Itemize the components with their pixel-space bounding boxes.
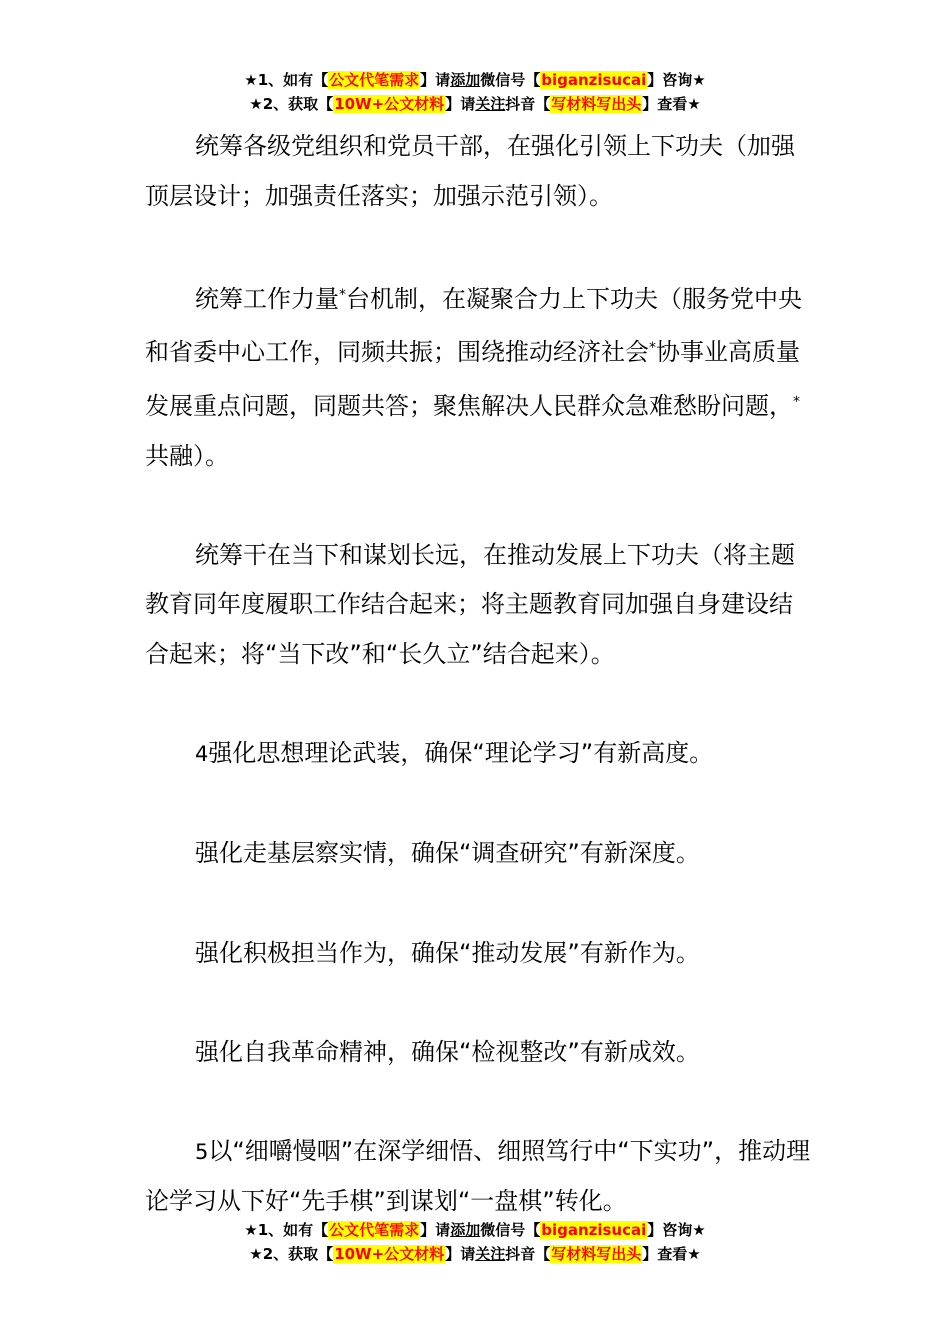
promo-line-1 <box>0 1218 950 1242</box>
promo-text: ★2、获取【 <box>249 1245 334 1263</box>
paragraph-1: 统筹各级党组织和党员干部，在强化引领上下功夫（加强顶层设计；加强责任落实；加强示范引领）。 <box>145 132 795 210</box>
paragraph-spacer <box>145 221 815 271</box>
promo-underline: 添加 <box>450 1221 481 1239</box>
promo-highlight: biganzisucai <box>541 1221 647 1239</box>
header-promo-banner <box>0 68 950 116</box>
promo-highlight: 写材料写出头 <box>551 95 642 113</box>
promo-text: 】请 <box>420 71 451 89</box>
promo-text: 微信号【 <box>480 1221 541 1239</box>
paragraph-spacer <box>145 481 815 531</box>
paragraph-text: 统筹工作力量 <box>195 284 339 313</box>
star-mark: * <box>793 393 800 410</box>
paragraph-text: 强化思想理论武装，确保“理论学习”有新高度。 <box>208 739 714 768</box>
promo-text: 】请 <box>445 95 476 113</box>
promo-text: 】咨询★ <box>647 71 706 89</box>
promo-underline: 添加 <box>450 71 481 89</box>
paragraph-2 <box>145 271 815 481</box>
paragraph-7: 强化自我革命精神，确保“检视整改”有新成效。 <box>195 1037 700 1066</box>
promo-highlight: biganzisucai <box>541 71 647 89</box>
paragraph-text: 以“细嚼慢咽”在深学细悟、细照笃行中“下实功”，推动理论学习从下好“先手棋”到谋划“一盘棋”转化。 <box>145 1136 811 1216</box>
paragraph-spacer <box>145 1077 815 1127</box>
promo-line-2 <box>0 1242 950 1266</box>
promo-text: 抖音【 <box>505 1245 551 1263</box>
promo-text: 】咨询★ <box>647 1221 706 1239</box>
paragraph-5: 强化走基层察实情，确保“调查研究”有新深度。 <box>195 839 700 868</box>
item-number: 5 <box>195 1139 209 1164</box>
promo-highlight: 公文代笔需求 <box>329 1221 420 1239</box>
star-mark: * <box>339 286 346 303</box>
paragraph-spacer <box>145 978 815 1028</box>
item-number: 4 <box>195 742 209 767</box>
paragraph-3: 统筹干在当下和谋划长远，在推动发展上下功夫（将主题教育同年度履职工作结合起来；将主题教育同加强自身建设结合起来；将“当下改”和“长久立”结合起来）。 <box>145 540 795 668</box>
paragraph-4 <box>145 729 815 780</box>
footer-promo-banner <box>0 1218 950 1266</box>
promo-line-1 <box>0 68 950 92</box>
promo-text: ★2、获取【 <box>249 95 334 113</box>
promo-underline: 关注 <box>475 1245 506 1263</box>
promo-text: 】请 <box>420 1221 451 1239</box>
promo-text: 】查看★ <box>642 1245 701 1263</box>
paragraph-text: 共融）。 <box>145 441 229 470</box>
promo-text: 微信号【 <box>480 71 541 89</box>
paragraph-text: 协事业高质量发展重点问题，同题共答；聚焦解决人民群众急难愁盼问题， <box>145 338 800 420</box>
paragraph-spacer <box>145 780 815 830</box>
paragraph-spacer <box>145 680 815 730</box>
promo-underline: 关注 <box>475 95 506 113</box>
promo-text: ★1、如有【 <box>244 71 329 89</box>
star-mark: * <box>649 340 656 357</box>
paragraph-6: 强化积极担当作为，确保“推动发展”有新作为。 <box>195 938 700 967</box>
promo-highlight: 写材料写出头 <box>551 1245 642 1263</box>
promo-highlight: 10W+公文材料 <box>334 1245 445 1263</box>
promo-highlight: 公文代笔需求 <box>329 71 420 89</box>
promo-text: 】查看★ <box>642 95 701 113</box>
promo-highlight: 10W+公文材料 <box>334 95 445 113</box>
document-body <box>145 122 815 1227</box>
paragraph-spacer <box>145 879 815 929</box>
promo-text: 抖音【 <box>505 95 551 113</box>
promo-line-2 <box>0 92 950 116</box>
paragraph-text: 台机制，在凝聚合力上下功夫（服务党中央和省委中心工作，同频共振；围绕推动经济社会 <box>145 284 802 367</box>
paragraph-8 <box>145 1127 815 1227</box>
promo-text: ★1、如有【 <box>244 1221 329 1239</box>
promo-text: 】请 <box>445 1245 476 1263</box>
